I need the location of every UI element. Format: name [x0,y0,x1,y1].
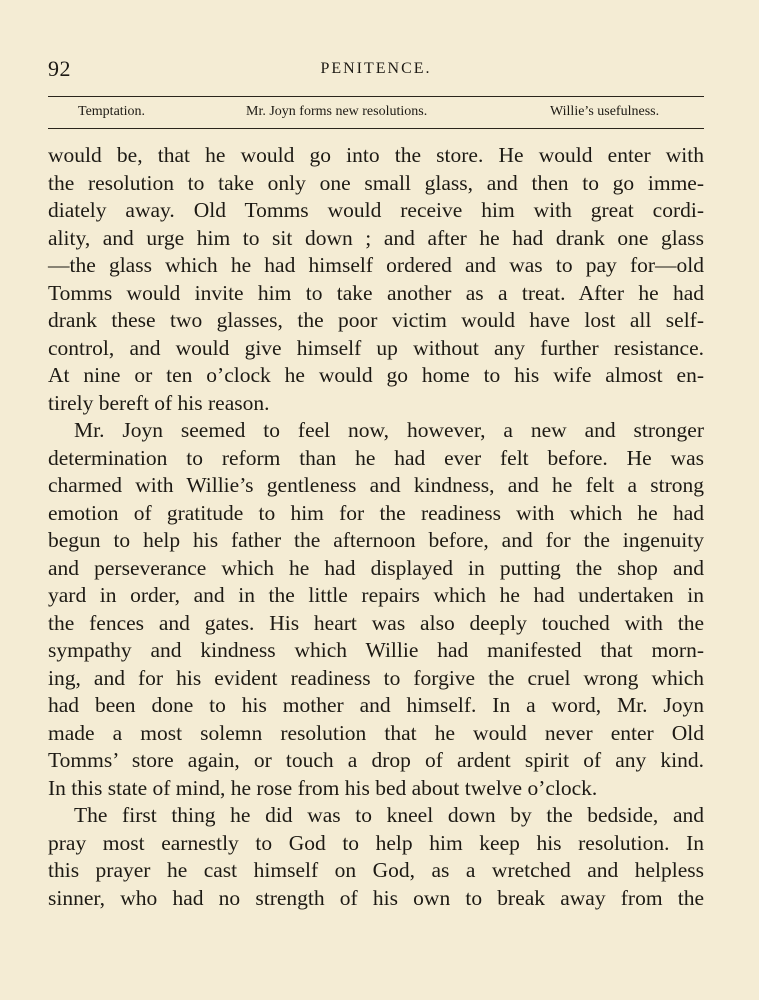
subhead-right: Willie’s usefulness. [550,104,660,119]
text-line: charmed with Willie’s gentleness and kindness, and he felt a strong [48,473,704,497]
subhead-center: Mr. Joyn forms new resolutions. [246,104,428,119]
text-line: diately away. Old Tomms would receive him with great cordi- [48,198,704,222]
text-line: determination to reform than he had ever felt before. He was [48,445,704,470]
text-line: At nine or ten o’clock he would go home to his wife almost en- [48,363,704,387]
text-line: tirely bereft of his reason. [48,390,270,415]
text-line: had been done to his mother and himself. In a word, Mr. Joyn [48,693,704,717]
text-line: drank these two glasses, the poor victim would have lost all self- [48,308,704,332]
text-line: The first thing he did was to kneel down by the bedside, and [74,803,704,827]
text-line: —the glass which he had himself ordered and was to pay for—old [48,253,704,277]
text-line: emotion of gratitude to him for the readiness with which he had [48,500,704,525]
text-line: sympathy and kindness which Willie had manifested that morn- [48,638,704,662]
text-line: ality, and urge him to sit down ; and after he had drank one glass [48,225,704,250]
text-line: this prayer he cast himself on God, as a wretched and helpless [48,858,704,882]
text-line: yard in order, and in the little repairs which he had undertaken in [48,583,704,607]
body-text [48,142,704,912]
text-line: sinner, who had no strength of his own to break away from the [48,885,704,910]
running-title: PENITENCE. [320,60,432,77]
section-subheads [48,104,704,124]
text-line: the fences and gates. His heart was also deeply touched with the [48,610,704,635]
text-line: Tomms’ store again, or touch a drop of ardent spirit of any kind. [48,748,704,772]
header-rule-bottom [48,128,704,129]
text-line: would be, that he would go into the store. He would enter with [48,143,704,167]
text-line: begun to help his father the afternoon before, and for the ingenuity [48,528,704,552]
text-line: the resolution to take only one small glass, and then to go imme- [48,170,704,195]
running-head [48,56,704,86]
page-number: 92 [48,56,71,81]
text-line: Tomms would invite him to take another as a treat. After he had [48,280,704,305]
text-line: Mr. Joyn seemed to feel now, however, a new and stronger [74,418,704,442]
text-line: made a most solemn resolution that he would never enter Old [48,720,704,745]
text-line: and perseverance which he had displayed in putting the shop and [48,555,704,580]
text-line: ing, and for his evident readiness to forgive the cruel wrong which [48,665,704,690]
text-line: pray most earnestly to God to help him keep his resolution. In [48,830,704,855]
header-rule-top [48,96,704,97]
text-line: control, and would give himself up without any further resistance. [48,335,704,360]
text-line: In this state of mind, he rose from his bed about twelve o’clock. [48,775,598,800]
subhead-left: Temptation. [78,104,146,119]
